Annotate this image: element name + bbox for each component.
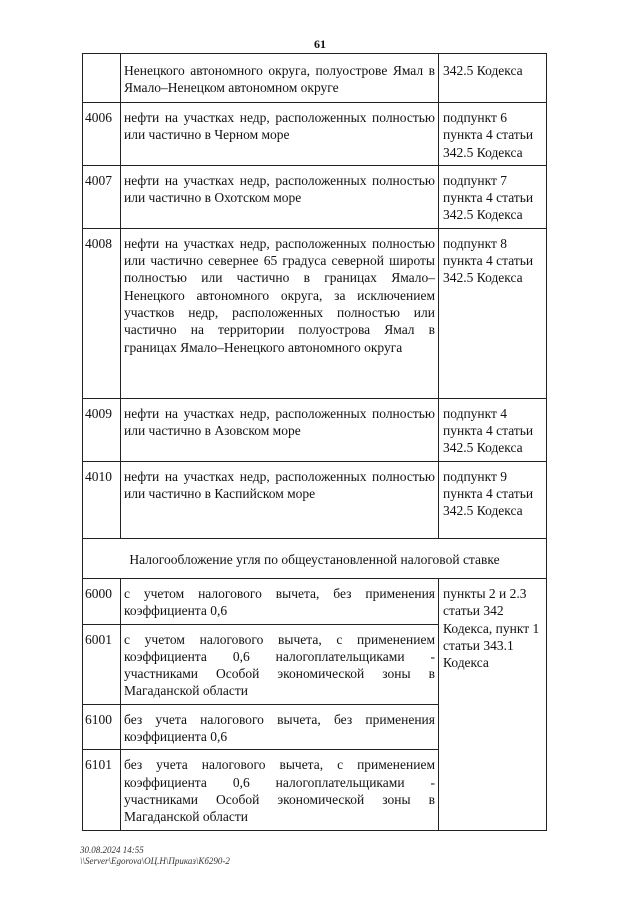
row-description: нефти на участках недр, расположенных полностью или частично в Охотском море	[121, 165, 439, 228]
table-row	[83, 578, 547, 624]
row-reference	[439, 228, 547, 398]
ref-line: 342.5 Кодекса	[443, 503, 523, 519]
row-code: 4010	[83, 461, 121, 538]
row-description: нефти на участках недр, расположенных полностью или частично в Азовском море	[121, 398, 439, 461]
row-code: 6001	[83, 624, 121, 704]
row-reference	[439, 103, 547, 166]
ref-line: пункта 4 статьи	[443, 190, 534, 206]
row-code: 4007	[83, 165, 121, 228]
ref-line: подпункт 8	[443, 235, 508, 251]
ref-line: подпункт 4	[443, 405, 508, 421]
ref-line: Кодекса, пункт 1	[443, 620, 540, 636]
table-row	[83, 228, 547, 398]
code-table	[82, 53, 547, 831]
section-title: Налогообложение угля по общеустановленной налоговой ставке	[83, 538, 547, 578]
ref-line: пункта 4 статьи	[443, 253, 534, 269]
footer-file-path: \\Server\Egorova\ОЦ.Н\Приказ\Кб290-2	[80, 856, 230, 866]
ref-line: подпункт 6	[443, 110, 508, 125]
ref-line: пункта 4 статьи	[443, 423, 534, 439]
row-code: 6100	[83, 704, 121, 750]
row-reference	[439, 461, 547, 538]
ref-line: 342.5 Кодекса	[443, 207, 523, 223]
row-code	[83, 54, 121, 103]
ref-line: статьи 343.1	[443, 637, 514, 653]
row-description: без учета налогового вычета, с применением коэффициента 0,6 налогоплательщиками - участниками Особой экономической зоны в Магаданской области	[121, 750, 439, 830]
section-row	[83, 538, 547, 578]
row-description: нефти на участках недр, расположенных полностью или частично в Каспийском море	[121, 461, 439, 538]
row-reference	[439, 578, 547, 830]
table-row	[83, 398, 547, 461]
row-code: 4008	[83, 228, 121, 398]
row-code: 6000	[83, 578, 121, 624]
ref-line: подпункт 9	[443, 468, 508, 484]
row-description: нефти на участках недр, расположенных полностью или частично в Черном море	[121, 103, 439, 166]
row-reference	[439, 398, 547, 461]
row-description: с учетом налогового вычета, без применения коэффициента 0,6	[121, 578, 439, 624]
footer-stamp	[80, 845, 230, 867]
ref-line: подпункт 7	[443, 172, 508, 188]
ref-line: пункта 4 статьи	[443, 485, 534, 501]
ref-line: Кодекса	[443, 655, 489, 671]
row-description: Ненецкого автономного округа, полуострове Ямал в Ямало–Ненецком автономном округе	[121, 54, 439, 103]
row-code: 4009	[83, 398, 121, 461]
ref-line: 342.5 Кодекса	[443, 63, 523, 78]
row-description: без учета налогового вычета, без применения коэффициента 0,6	[121, 704, 439, 750]
row-reference	[439, 54, 547, 103]
row-description: с учетом налогового вычета, с применением коэффициента 0,6 налогоплательщиками - участниками Особой экономической зоны в Магаданской области	[121, 624, 439, 704]
ref-line: 342.5 Кодекса	[443, 270, 523, 286]
table-row	[83, 103, 547, 166]
row-code: 4006	[83, 103, 121, 166]
row-reference	[439, 165, 547, 228]
page-number: 61	[314, 37, 326, 51]
footer-timestamp: 30.08.2024 14:55	[80, 845, 144, 855]
ref-line: 342.5 Кодекса	[443, 144, 523, 160]
ref-line: пункты 2 и 2.3	[443, 585, 527, 601]
table-row	[83, 461, 547, 538]
table-row	[83, 54, 547, 103]
row-code: 6101	[83, 750, 121, 830]
ref-line: пункта 4 статьи	[443, 127, 534, 143]
ref-line: 342.5 Кодекса	[443, 440, 523, 456]
row-description: нефти на участках недр, расположенных полностью или частично севернее 65 градуса северной широты полностью или частично в границах Ямало–Ненецкого автономного округа, за исключением участков недр, расположенных полностью или частично на территории полуострова Ямал в границах Ямало–Ненецкого автономного округа	[121, 228, 439, 398]
ref-line: статьи 342	[443, 603, 504, 619]
table-row	[83, 165, 547, 228]
